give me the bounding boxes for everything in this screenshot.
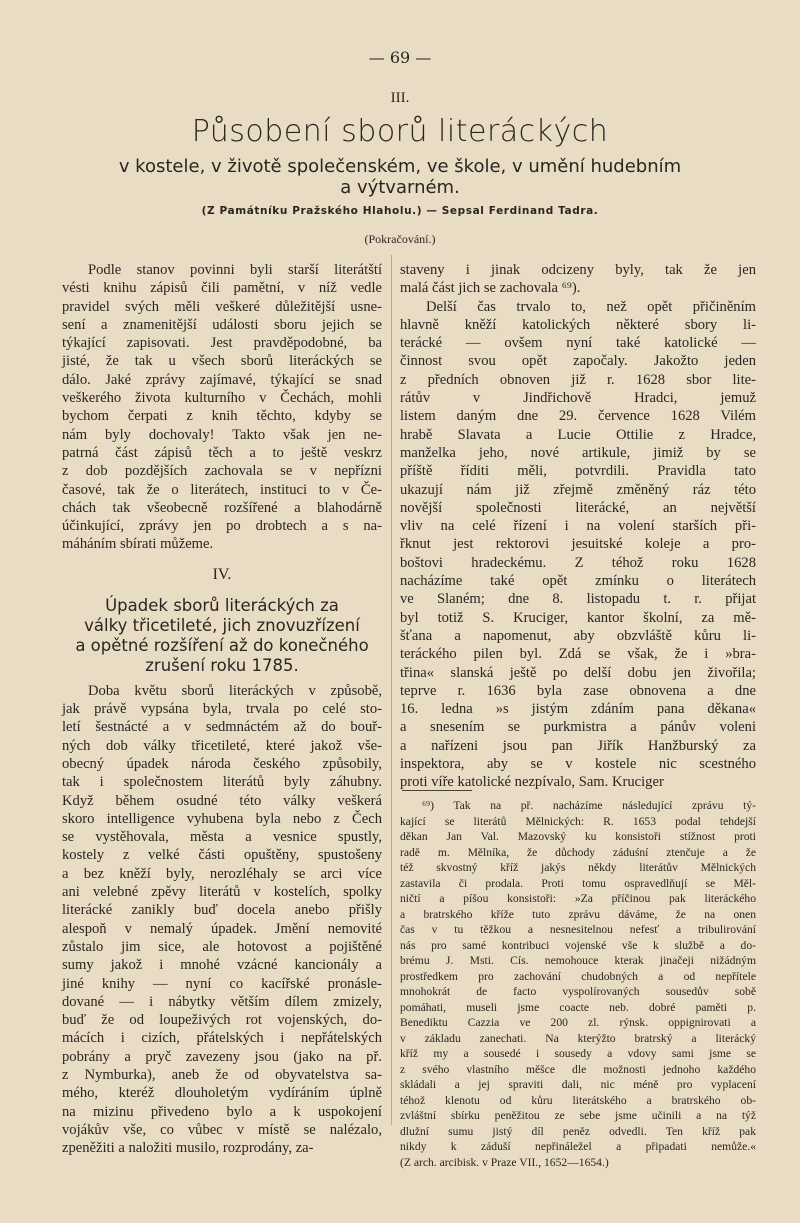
page-title: Působení sborů literáckých: [191, 114, 609, 149]
text-line: téhož klenotu od kůru literátského a bratrského ob-: [400, 1093, 756, 1107]
text-line: dlužní sumu jistý díl peněz odvedli. Ten kříž pak: [400, 1124, 756, 1138]
text-line: skoro intelligence vyhubena byla nebo z Čech: [62, 810, 382, 827]
text-line: obecný úpadek národa českého způsobily,: [62, 755, 382, 772]
text-line: literácké zanikly buď docela anebo přišly: [62, 902, 382, 919]
text-line: čas v tu těžkou a nesnesitelnou nefesť a tribulirování: [400, 923, 756, 936]
text-line: manželka jeho, nové artikule, jimiž by se: [400, 444, 756, 461]
heading-line: Úpadek sborů literáckých za: [105, 595, 339, 615]
text-line: ných dob války třicetileté, které jakož vše-: [62, 737, 382, 754]
text-line: řknut jest rektorovi jesuitské koleje a pro-: [400, 536, 756, 553]
text-line: a snesením se purkmistra a pánův voleni: [400, 719, 756, 736]
text-line: jiné knihy — nyní co kacířské pronásle-: [62, 975, 382, 992]
text-line: na mizinu přivedeno bylo a k uspokojení: [62, 1103, 382, 1120]
text-line: tak i společnostem literátů byly záhubny.: [62, 774, 382, 791]
section-number-iv: IV.: [212, 565, 232, 583]
paragraph: [400, 261, 756, 298]
text-line: jak právě vypsána byla, trvala po celé sto-: [62, 701, 382, 718]
text-line: terácké — ovšem nyní také katolické —: [400, 335, 756, 352]
text-line: pravidel svých měli veškeré důležitější usne-: [62, 298, 382, 315]
text-line: pobrány a pryč zavezeny jsou (jako na př.: [62, 1048, 382, 1065]
text-line: mého, kteréž dlouholetým vydíráním úplně: [62, 1085, 382, 1102]
text-line: vliv na celé řízení i na volení starších při-: [400, 518, 756, 535]
text-line: jisté, že tak u všech sborů literáckých se: [62, 353, 382, 370]
text-line: Doba květu sborů literáckých v způsobě,: [88, 682, 382, 699]
paragraph: [62, 261, 382, 554]
text-line: mácích i cizích, přátelských i nepřátelských: [62, 1030, 382, 1047]
text-line: třina« slanská ještě po delší dobu jen živořila;: [400, 664, 756, 681]
text-line: boštovi hradeckému. Z téhož roku 1628: [400, 554, 756, 571]
text-line: zpeněžiti a naložiti musilo, rozprodány, za-: [62, 1140, 314, 1157]
text-line: chách tak všeobecně rozšířené a blahodárně: [62, 499, 382, 516]
text-line: zvláštní sbírku peněžitou ze sebe jsme učinili a na týž: [400, 1109, 756, 1122]
text-line: ukazují nám již zřejmě změněný ráz této: [400, 481, 756, 498]
text-line: zůstalo jim sice, ale hotovost a pojištěné: [62, 938, 382, 955]
footnote-text: [400, 798, 756, 1170]
text-line: z předních obnoven již r. 1628 sbor lite-: [400, 371, 756, 388]
footnote: [400, 798, 756, 1170]
text-line: činnost svou opět započaly. Jakožto jeden: [400, 353, 756, 370]
text-line: sení a znamenitější události sboru jejich se: [62, 316, 382, 333]
text-line: nacházíme také opět zmínku o literátech: [400, 573, 756, 590]
subtitle-line: a výtvarném.: [340, 177, 460, 198]
left-column: [62, 261, 382, 1157]
text-line: alespoň v nemalý úpadek. Jmění nemovité: [62, 920, 382, 937]
text-line: z Nymburka), aneb že od obyvatelstva sa-: [62, 1066, 382, 1083]
text-line: ničtí a píšou konsistoři: »Za příčinou pak literáckého: [400, 892, 756, 905]
text-line: prostředkem pro zachování chudobných a od nepřítele: [400, 969, 756, 983]
heading-line: zrušení roku 1785.: [145, 655, 299, 675]
text-line: a nařízeni jsou pan Jiřík Hanžburský za: [400, 737, 756, 754]
text-line: kostely z velké části opuštěny, spustošeny: [62, 847, 382, 864]
text-line: příště říditi měli, potvrdili. Pravidla tato: [400, 463, 756, 480]
text-line: byl totiž S. Kruciger, kantor školní, za mě-: [400, 609, 756, 626]
text-line: staveny i jinak odcizeny byly, tak že jen: [400, 262, 756, 278]
text-line: vojákův vše, co vůbec v místě se nalézalo,: [62, 1121, 382, 1138]
text-line: a bratrského kříže tuto zprávu dáváme, že na onen: [400, 907, 756, 921]
text-line: ve Slaném; dne 8. listopadu t. r. přijat: [400, 591, 756, 608]
text-line: brému J. Msti. Cís. nemohouce kterak jinačeji nižádným: [400, 954, 756, 967]
text-line: účinkující, zprávy jen po drobtech a s na-: [62, 518, 382, 535]
text-line: kající se literátů Mělnických: R. 1653 podal tehdejší: [400, 814, 756, 828]
text-line: mnohokrát de facto vyspolírovaných sousedův sobě: [400, 985, 756, 998]
right-column: [400, 261, 756, 792]
continued-note: (Pokračování.): [364, 232, 436, 246]
heading-line: a opětné rozšíření až do konečného: [75, 635, 369, 655]
text-line: máháním sbírati můžeme.: [62, 536, 214, 553]
text-line: vésti knihu zápisů čili pamětní, v níž vedle: [62, 280, 382, 297]
text-line: hrabě Slavata a Lucie Ottilie z Hradce,: [400, 426, 756, 443]
text-line: ⁶⁹) Tak na př. nacházíme následující zprávu tý-: [422, 799, 756, 812]
text-line: nás pro samé kontribuci vojenské vše k službě a do-: [400, 938, 756, 952]
text-line: 16. ledna »s jistým zdáním pana děkana«: [400, 701, 756, 718]
text-line: teprve r. 1636 byla zase obnovena a dne: [400, 682, 756, 699]
heading-line: války třicetileté, jich znovuzřízení: [84, 615, 360, 635]
column-divider: [391, 255, 392, 1125]
text-line: dálo. Jaké zprávy zajímavé, týkající se snad: [62, 371, 382, 388]
text-line: kříž my a sousedé i sousedy a vdovy sami jsme se: [400, 1047, 756, 1060]
text-line: časové, tak že o literátech, instituci to v Če-: [62, 481, 382, 498]
text-line: proti víře katolické nezpívalo, Sam. Kruciger: [400, 774, 664, 791]
text-line: bychom čerpati z knih těchto, kdyby se: [62, 408, 382, 425]
credit-line: (Z Památníku Pražského Hlaholu.) — Sepsal Ferdinand Tadra.: [201, 205, 599, 217]
text-line: rátův v Jindřichově Hradci, jemuž: [400, 390, 756, 407]
text-line: nám byly dochovaly! Takto však jen ne-: [62, 426, 382, 443]
text-line: týkající zapisovati. Jest pravděpodobné, ba: [62, 335, 382, 352]
text-line: šťana a napomenut, aby obzvláště kůru li-: [400, 627, 756, 644]
text-line: Když během osudné této války veškerá: [62, 792, 382, 809]
paragraph: [400, 298, 756, 792]
text-line: Podle stanov povinni byli starší literátští: [88, 262, 382, 278]
subtitle-line: v kostele, v životě společenském, ve škole, v umění hudebním: [118, 156, 682, 177]
text-line: Benediktu Cazzia ve 200 zl. rýnsk. oppignirovati a: [400, 1016, 756, 1029]
text-line: letí šestnácté a v sedmnáctém až do bouř-: [62, 719, 382, 736]
text-line: ani velebné zpěvy literátů v kostelích, spolky: [62, 884, 382, 901]
page-number: — 69 —: [368, 48, 432, 67]
text-line: též skvostný kříž jakýs někdy literátův Mělnických: [400, 861, 756, 874]
text-line: novější společnosti literácké, an největší: [400, 499, 756, 516]
text-line: patrná část zápisů těch a to ještě veskrz: [62, 444, 382, 461]
text-line: a bez kněží byly, nerozléhaly se arci více: [62, 865, 382, 882]
text-line: radě m. Mělníka, že důchody záduśní ztenčuje a že: [400, 845, 756, 859]
text-line: buď že od loupeživých rot vojenských, do-: [62, 1012, 382, 1029]
text-line: děkan Jan Val. Mazovský ku konsistoři stížnost proti: [400, 830, 756, 843]
text-line: listem daným dne 29. července 1628 Vilém: [400, 408, 756, 425]
section-heading: [62, 596, 382, 676]
text-line: v základu zanechati. Na kterýžto bratrský a literácký: [400, 1031, 756, 1045]
text-line: (Z arch. arcibisk. v Praze VII., 1652—1654.): [400, 1155, 609, 1169]
text-line: sumy jakož i mnohé vzácné kancionály a: [62, 957, 382, 974]
text-line: se vystěhovala, města a vesnice spustly,: [62, 829, 382, 846]
text-line: Delší čas trvalo to, než opět přičiněním: [426, 298, 756, 315]
text-line: malá část jich se zachovala ⁶⁹).: [400, 280, 581, 297]
section-number: III.: [390, 90, 410, 106]
paragraph: [62, 682, 382, 1158]
text-line: hlavně kněží katolických některé sbory li-: [400, 316, 756, 333]
text-line: skládali a jej spraviti dali, nic méně pro vyplacení: [400, 1078, 756, 1091]
text-line: z dob pozdějších zachovala se v nepřízni: [62, 463, 382, 480]
footnote-rule: [402, 790, 472, 791]
text-line: veškerého života kulturního v Čechách, mohli: [62, 390, 382, 407]
text-line: z svého vlastního měšce dle možnosti jednoho každého: [400, 1062, 756, 1076]
text-line: inspektora, aby se v kostele nic scestného: [400, 756, 756, 773]
text-line: zastavila či prodala. Proti tomu ospravedlňují se Měl-: [400, 876, 756, 890]
text-line: teráckého pilen byl. Zdá se však, že i »bra-: [400, 646, 756, 663]
subtitle: [0, 156, 800, 198]
text-line: pomáhati, museli jsme coacte neb. dobré paměti p.: [400, 1000, 756, 1014]
text-line: dované — i nábytky větším dílem zmizely,: [62, 993, 382, 1010]
text-line: nikdy k záduší nepřináležel a připadati nemůže.«: [400, 1140, 756, 1153]
